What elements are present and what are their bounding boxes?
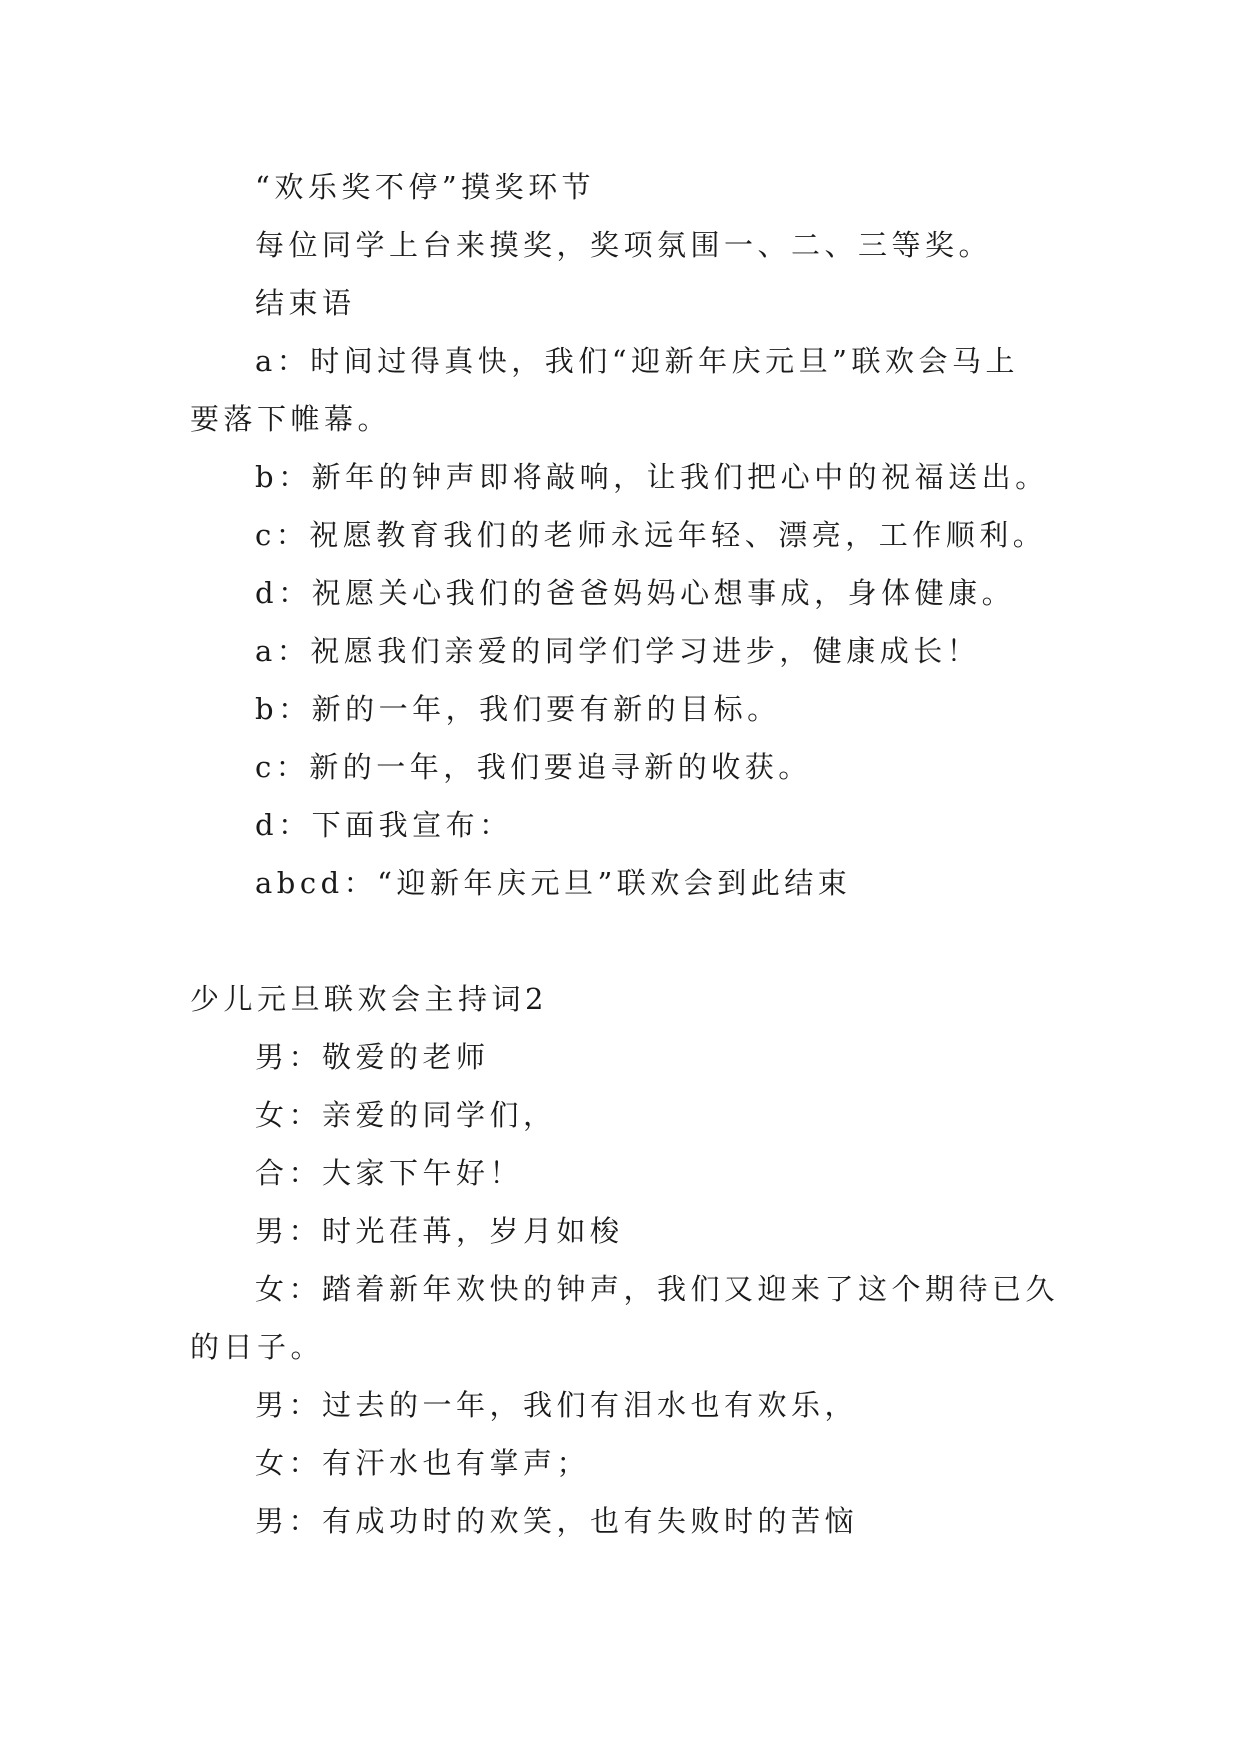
text-line: 要落下帷幕。 <box>190 402 392 436</box>
section-title: 少儿元旦联欢会主持词2 <box>190 982 548 1016</box>
text-line: 女：亲爱的同学们， <box>255 1098 557 1132</box>
text-line: c：新的一年，我们要追寻新的收获。 <box>255 750 812 784</box>
text-line: 女：踏着新年欢快的钟声，我们又迎来了这个期待已久 <box>255 1272 1060 1306</box>
text-line: 合：大家下午好！ <box>255 1156 524 1190</box>
section-heading: 结束语 <box>255 286 356 320</box>
text-line: 男：有成功时的欢笑，也有失败时的苦恼 <box>255 1504 859 1538</box>
text-line: a：祝愿我们亲爱的同学们学习进步，健康成长！ <box>255 634 981 668</box>
text-line: b：新年的钟声即将敲响，让我们把心中的祝福送出。 <box>255 460 1049 494</box>
text-line: b：新的一年，我们要有新的目标。 <box>255 692 781 726</box>
text-line: 男：敬爱的老师 <box>255 1040 490 1074</box>
text-line: 的日子。 <box>190 1330 325 1364</box>
text-line: d：下面我宣布： <box>255 808 513 842</box>
text-line: d：祝愿关心我们的爸爸妈妈心想事成，身体健康。 <box>255 576 1016 610</box>
text-line: 男：过去的一年，我们有泪水也有欢乐， <box>255 1388 859 1422</box>
text-line: c：祝愿教育我们的老师永远年轻、漂亮，工作顺利。 <box>255 518 1047 552</box>
text-line: 女：有汗水也有掌声； <box>255 1446 591 1480</box>
text-line: 男：时光荏苒，岁月如梭 <box>255 1214 624 1248</box>
text-line: abcd：“迎新年庆元旦”联欢会到此结束 <box>255 866 852 900</box>
text-line: a：时间过得真快，我们“迎新年庆元旦”联欢会马上 <box>255 344 1019 378</box>
text-line: “欢乐奖不停”摸奖环节 <box>255 170 596 204</box>
text-line: 每位同学上台来摸奖，奖项氛围一、二、三等奖。 <box>255 228 993 262</box>
